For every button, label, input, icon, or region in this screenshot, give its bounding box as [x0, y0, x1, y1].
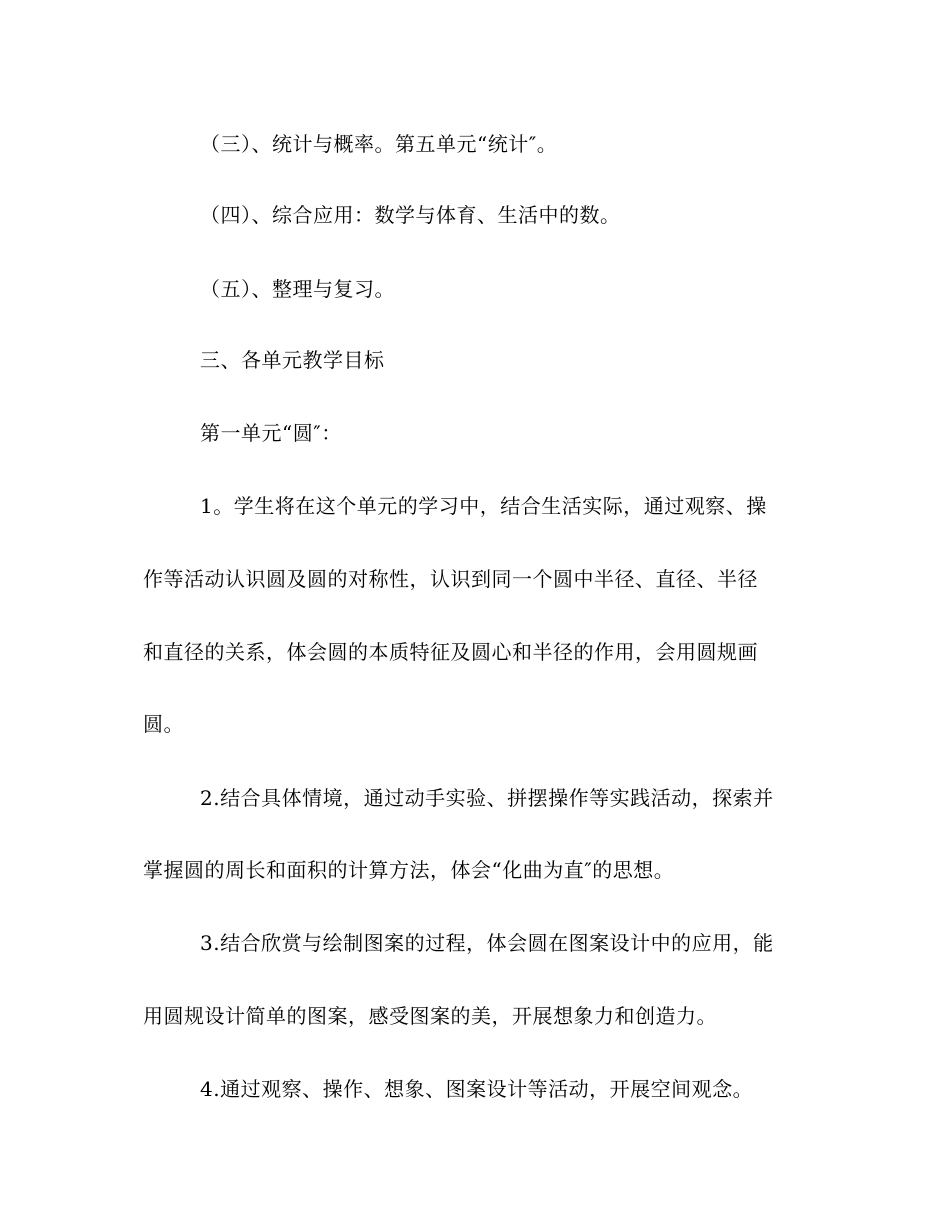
objective-3-line-1: 3.结合欣赏与绘制图案的过程，体会圆在图案设计中的应用，能	[200, 931, 774, 955]
section-heading: 三、各单元教学目标	[200, 348, 385, 372]
paragraph-applications: （四）、综合应用：数学与体育、生活中的数。	[200, 203, 621, 227]
objective-1-line-2: 作等活动认识圆及圆的对称性，认识到同一个圆中半径、直径、半径	[143, 567, 758, 591]
paragraph-statistics: （三）、统计与概率。第五单元“统计″。	[200, 132, 558, 156]
objective-2-line-2: 掌握圆的周长和面积的计算方法，体会“化曲为直″的思想。	[143, 858, 675, 882]
unit-heading: 第一单元“圆″：	[200, 421, 342, 445]
paragraph-review: （五）、整理与复习。	[200, 277, 395, 301]
objective-4-line-1: 4.通过观察、操作、想象、图案设计等活动，开展空间观念。	[200, 1077, 754, 1101]
objective-1-line-1: 1。学生将在这个单元的学习中，结合生活实际，通过观察、操	[200, 494, 767, 518]
objective-1-line-4: 圆。	[143, 712, 184, 736]
objective-2-line-1: 2.结合具体情境，通过动手实验、拼摆操作等实践活动，探索并	[200, 786, 774, 810]
objective-3-line-2: 用圆规设计简单的图案，感受图案的美，开展想象力和创造力。	[143, 1004, 717, 1028]
objective-1-line-3: 和直径的关系，体会圆的本质特征及圆心和半径的作用，会用圆规画	[143, 640, 758, 664]
